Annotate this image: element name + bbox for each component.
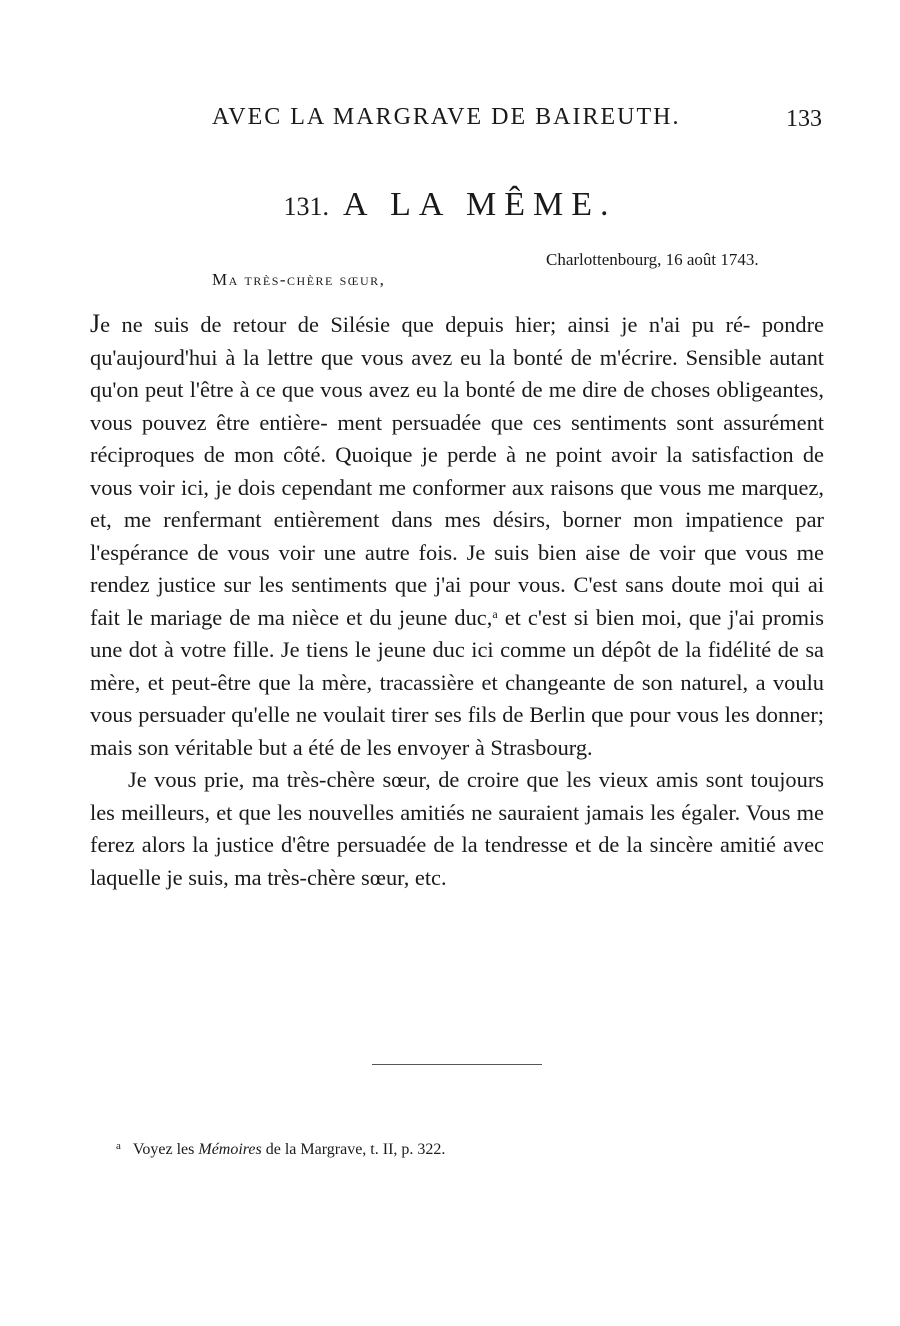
footnote-mark: a	[116, 1140, 121, 1152]
footnote-suffix: de la Margrave, t. II, p. 322.	[261, 1141, 446, 1158]
letter-number: 131.	[283, 192, 329, 221]
drop-cap: J	[90, 309, 101, 338]
paragraph-1	[90, 308, 824, 764]
footnote-prefix: Voyez les	[132, 1141, 199, 1158]
footnote-reference[interactable]: a	[492, 606, 498, 621]
footnote	[116, 1140, 445, 1159]
letter-dateline: Charlottenbourg, 16 août 1743.	[546, 250, 759, 269]
running-title: AVEC LA MARGRAVE DE BAIREUTH.	[212, 104, 681, 130]
letter-body	[90, 308, 824, 894]
paragraph-1-part-2: et c'est si bien moi, que j'ai promis une dot à votre fille. Je tiens le jeune duc ici comme un dépôt de la fidélité de sa mère, et peut-être que la mère, tracassière et changeante de son naturel, a voulu vous persuader qu'elle ne voulait tirer ses fils de Berlin que pour vous les donner; mais son véritable but a été de les envoyer à Strasbourg.	[90, 604, 824, 760]
footnote-italic-title: Mémoires	[198, 1141, 262, 1158]
paragraph-2: Je vous prie, ma très-chère sœur, de croire que les vieux amis sont toujours les meilleurs, et que les nouvelles amitiés ne sauraient jamais les égaler. Vous me ferez alors la justice d'être persuadée de la tendresse et de la sincère amitié avec laquelle je suis, ma très-chère sœur, etc.	[90, 767, 824, 890]
section-divider	[372, 1064, 542, 1065]
paragraph-1-part-1: e ne suis de retour de Silésie que depuis hier; ainsi je n'ai pu ré- pondre qu'aujourd'hui à la lettre que vous avez eu la bonté de m'écrire. Sensible autant qu'on peut l'être à ce que vous avez eu la bonté de me dire de choses obligeantes, vous pouvez être entière- ment persuadée que ces sentiments sont assurément réciproques de mon côté. Quoique je perde à ne point avoir la satisfaction de vous voir ici, je dois cependant me conformer aux raisons que vous me marquez, et, me renfermant entièrement dans mes désirs, borner mon impatience par l'espérance de vous voir une autre fois. Je suis bien aise de voir que vous me rendez justice sur les sentiments que j'ai pour vous. C'est sans doute moi qui ai fait le mariage de ma nièce et du jeune duc,	[90, 312, 824, 630]
page-number: 133	[786, 106, 822, 132]
letter-salutation: Ma très-chère sœur,	[212, 270, 386, 289]
letter-recipient: A LA MÊME.	[342, 186, 617, 223]
letter-heading	[0, 186, 900, 224]
